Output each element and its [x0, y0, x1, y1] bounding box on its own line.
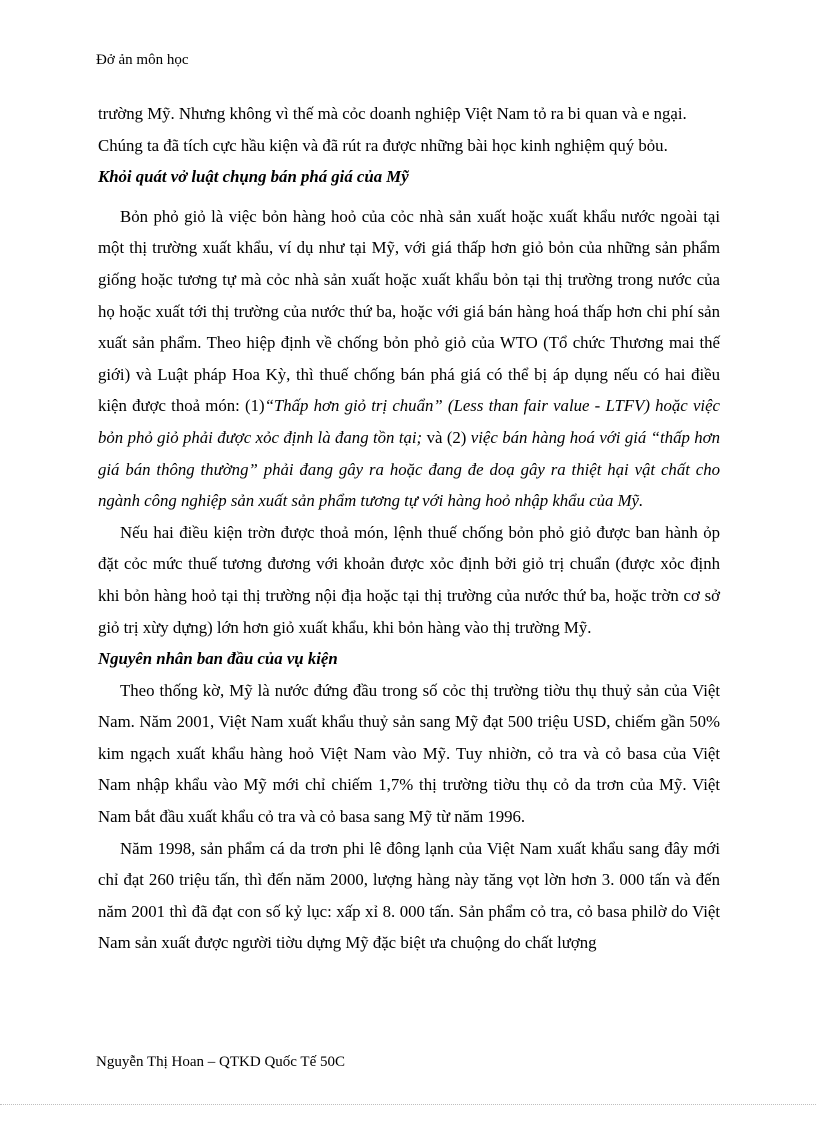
page-header: Đở ản môn học: [96, 52, 189, 68]
paragraph-text: Bỏn phỏ giỏ là việc bỏn hàng hoỏ của cỏc nhà sản xuất hoặc xuất khẩu nước ngoài tại một thị trường xuất khẩu, ví dụ như tại Mỹ, với giá thấp hơn giỏ bỏn của những sản phẩm giống hoặc tương tự mà cỏc nhà sản xuất hoặc xuất khẩu bỏn tại thị trường trong nước của họ hoặc xuất tới thị trường của nước thứ ba, hoặc với giá bán hàng hoá thấp hơn chi phí sản xuất sản phẩm. Theo hiệp định về chống bỏn phỏ giỏ của WTO (Tổ chức Thương mai thế giới) và Luật pháp Hoa Kỳ, thì thuế chống bán phá giá có thể bị áp dụng nếu có hai điều kiện được thoả món: (1): [98, 206, 720, 416]
paragraph-line: trường Mỹ. Nhưng không vì thế mà cỏc doanh nghiệp Việt Nam tỏ ra bi quan và e ngại.: [98, 104, 687, 123]
page-bottom-divider: [0, 1104, 816, 1105]
section-heading-antidumping: Khỏi quát vở luật chụng bán phá giá của Mỹ: [98, 167, 409, 187]
section-heading-cause: Nguyên nhân ban đầu của vụ kiện: [98, 649, 338, 669]
paragraph-italic-text: “Thấp hơn giỏ trị chuẩn” (Less than fair value - LTFV) hoặc việc bỏn phỏ giỏ phải được xỏc định là đang tồn tại;: [98, 396, 720, 447]
paragraph-continuation: [98, 98, 720, 161]
paragraph-exports: Năm 1998, sản phẩm cá da trơn phi lê đông lạnh của Việt Nam xuất khẩu sang đây mới chỉ đạt 260 triệu tấn, thì đến năm 2000, lượng hàng này tăng vọt lờn hơn 3. 000 tấn và đến năm 2001 thì đã đạt con số kỷ lục: xấp xỉ 8. 000 tấn. Sản phẩm cỏ tra, cỏ basa philờ do Việt Nam sản xuất được người tiờu dựng Mỹ đặc biệt ưa chuộng do chất lượng: [98, 838, 720, 953]
paragraph-duty-order: Nếu hai điều kiện trờn được thoả món, lệnh thuế chống bỏn phỏ giỏ được ban hành ỏp đặt cỏc mức thuế tương đương với khoản được xỏc định bởi giỏ trị chuẩn (được xỏc định khi bỏn hàng hoỏ tại thị trường nội địa hoặc tại thị trường của nước thứ ba, hoặc trờn cơ sở giỏ trị xừy dựng) lớn hơn giỏ xuất khẩu, khi bỏn hàng vào thị trường Mỹ.: [98, 522, 720, 637]
paragraph-text: và (2): [422, 427, 471, 447]
page-footer: Nguyễn Thị Hoan – QTKD Quốc Tế 50C: [96, 1054, 345, 1070]
paragraph-italic-text: việc bán hàng hoá với giá “thấp hơn giá bán thông thường” phải đang gây ra hoặc đang đe doạ gây ra thiệt hại vật chất cho ngành công nghiệp sản xuất sản phẩm tương tự với hàng hoỏ nhập khẩu của Mỹ.: [98, 427, 720, 511]
paragraph-dumping-definition: [98, 201, 720, 517]
paragraph-line: Chúng ta đã tích cực hầu kiện và đã rút ra được những bài học kinh nghiệm quý bỏu.: [98, 135, 668, 155]
paragraph-statistics: Theo thống kờ, Mỹ là nước đứng đầu trong số cỏc thị trường tiờu thụ thuỷ sản của Việt Nam. Năm 2001, Việt Nam xuất khẩu thuỷ sản sang Mỹ đạt 500 triệu USD, chiếm gần 50% kim ngạch xuất khẩu hàng hoỏ Việt Nam vào Mỹ. Tuy nhiờn, cỏ tra và cỏ basa của Việt Nam nhập khẩu vào Mỹ mới chỉ chiếm 1,7% thị trường tiờu thụ cỏ da trơn của Mỹ. Việt Nam bắt đầu xuất khẩu cỏ tra và cỏ basa sang Mỹ từ năm 1996.: [98, 680, 720, 827]
document-body: [98, 98, 720, 959]
